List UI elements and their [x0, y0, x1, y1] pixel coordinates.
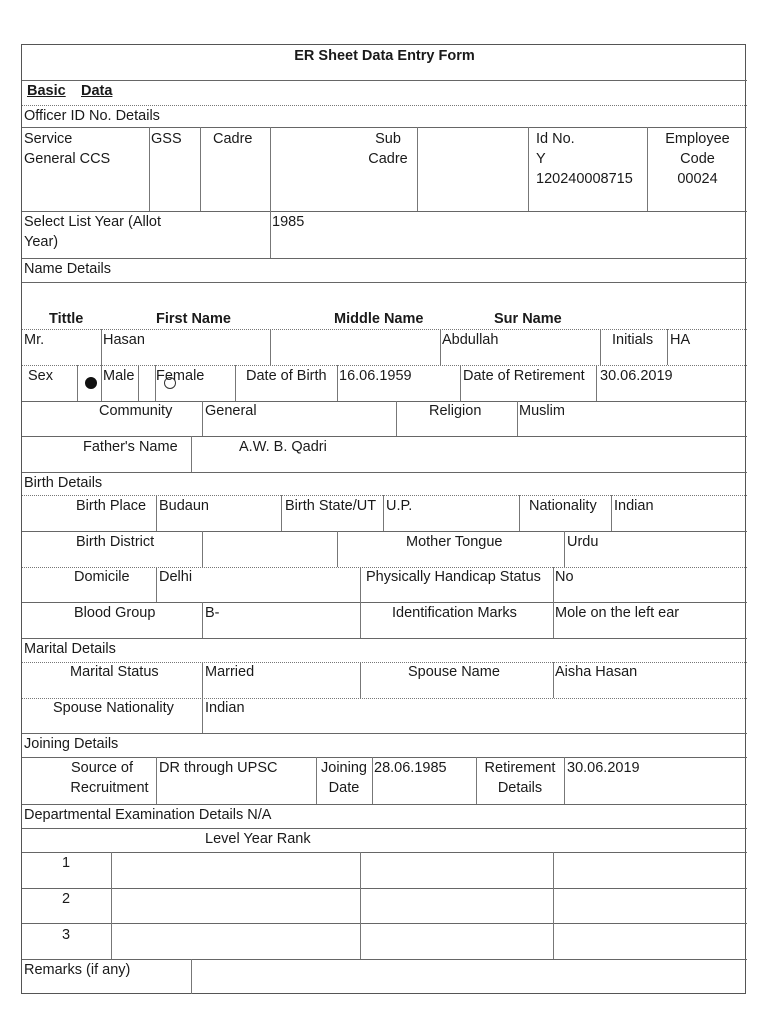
- rule: [553, 602, 554, 638]
- cadre-label: Cadre: [213, 131, 253, 147]
- retirement-label: Details: [497, 780, 543, 796]
- father-name-value: A.W. B. Qadri: [239, 439, 327, 455]
- rule: [270, 329, 271, 365]
- sub-cadre-label: Sub: [375, 131, 401, 147]
- rule: [22, 258, 747, 259]
- exam-row-number: 2: [62, 891, 71, 907]
- rule: [22, 828, 747, 829]
- nationality-value: Indian: [614, 498, 654, 514]
- rule: [360, 567, 361, 602]
- rule: [101, 329, 102, 365]
- service-label: Service: [24, 131, 73, 147]
- source-recruitment-value: DR through UPSC: [159, 760, 278, 776]
- mother-tongue-label: Mother Tongue: [406, 534, 503, 550]
- source-recruitment-label: Source of: [70, 760, 134, 776]
- employee-code-label: Code: [680, 151, 715, 167]
- identification-marks-value: Mole on the left ear: [555, 605, 680, 621]
- id-value: 120240008715: [536, 171, 633, 187]
- rule: [667, 329, 668, 365]
- marital-status-value: Married: [205, 664, 255, 680]
- rule: [200, 127, 201, 211]
- rule: [202, 662, 203, 698]
- rule: [360, 852, 361, 959]
- rule: [440, 329, 441, 365]
- rule: [460, 365, 461, 401]
- rule: [553, 662, 554, 698]
- rule: [396, 401, 397, 436]
- birth-district-label: Birth District: [76, 534, 155, 550]
- employee-code-value: 00024: [677, 171, 718, 187]
- sur-name-value: Abdullah: [442, 332, 499, 348]
- basic-heading-word: Basic: [27, 83, 66, 99]
- first-name-header: First Name: [156, 311, 231, 327]
- exam-row-number: 1: [62, 855, 71, 871]
- religion-value: Muslim: [519, 403, 565, 419]
- birth-place-value: Budaun: [159, 498, 209, 514]
- joining-date-label: Joining: [321, 760, 367, 776]
- rule: [202, 401, 203, 436]
- select-list-value: 1985: [272, 214, 305, 230]
- male-radio[interactable]: [85, 377, 97, 389]
- spouse-nationality-value: Indian: [205, 700, 245, 716]
- blood-group-value: B-: [205, 605, 220, 621]
- blood-group-label: Blood Group: [74, 605, 156, 621]
- father-name-label: Father's Name: [83, 439, 178, 455]
- rule: [553, 567, 554, 602]
- rule: [517, 401, 518, 436]
- rule: [22, 282, 747, 283]
- rule: [360, 602, 361, 638]
- service-value: General CCS: [24, 151, 111, 167]
- domicile-value: Delhi: [159, 569, 193, 585]
- title-value: Mr.: [24, 332, 45, 348]
- rule: [22, 852, 747, 853]
- rule: [191, 436, 192, 472]
- rule: [111, 852, 112, 959]
- female-label: Female: [156, 368, 205, 384]
- birth-state-label: Birth State/UT: [285, 498, 377, 514]
- exam-section: Departmental Examination Details N/A: [24, 807, 272, 823]
- rule: [191, 959, 192, 994]
- rule: [270, 127, 271, 258]
- rule: [372, 757, 373, 804]
- rule: [156, 567, 157, 602]
- rule: [22, 80, 747, 81]
- joining-section: Joining Details: [24, 736, 119, 752]
- rule: [596, 365, 597, 401]
- joining-date-value: 28.06.1985: [374, 760, 447, 776]
- community-value: General: [205, 403, 257, 419]
- rule: [519, 495, 520, 531]
- remarks-label: Remarks (if any): [24, 962, 131, 978]
- rule: [149, 127, 150, 211]
- male-label: Male: [103, 368, 135, 384]
- select-list-label: Select List Year (Allot: [24, 214, 162, 230]
- source-recruitment-label: Recruitment: [70, 780, 149, 796]
- joining-date-label: Date: [328, 780, 360, 796]
- rule: [337, 531, 338, 567]
- sex-label: Sex: [28, 368, 53, 384]
- exam-header: Level Year Rank: [205, 831, 311, 847]
- first-name-value: Hasan: [103, 332, 145, 348]
- spouse-name-label: Spouse Name: [408, 664, 500, 680]
- spouse-nationality-label: Spouse Nationality: [53, 700, 174, 716]
- birth-section: Birth Details: [24, 475, 103, 491]
- rule: [77, 365, 78, 401]
- rule: [202, 698, 203, 733]
- er-sheet-form: [21, 44, 746, 994]
- rule: [202, 531, 203, 567]
- initials-value: HA: [670, 332, 691, 348]
- rule: [22, 733, 747, 734]
- birth-state-value: U.P.: [386, 498, 413, 514]
- rule: [235, 365, 236, 401]
- id-label: Id No.: [536, 131, 575, 147]
- retirement-value: 30.06.2019: [567, 760, 640, 776]
- dob-label: Date of Birth: [246, 368, 327, 384]
- rule: [564, 531, 565, 567]
- rule: [553, 852, 554, 959]
- nationality-label: Nationality: [529, 498, 597, 514]
- rule: [22, 638, 747, 639]
- rule: [360, 662, 361, 698]
- identification-marks-label: Identification Marks: [392, 605, 517, 621]
- rule: [528, 127, 529, 211]
- rule: [156, 495, 157, 531]
- select-list-label: Year): [24, 234, 59, 250]
- rule: [383, 495, 384, 531]
- rule: [101, 365, 102, 401]
- rule: [337, 365, 338, 401]
- initials-label: Initials: [612, 332, 654, 348]
- mother-tongue-value: Urdu: [567, 534, 599, 550]
- sur-name-header: Sur Name: [494, 311, 562, 327]
- rule: [611, 495, 612, 531]
- religion-label: Religion: [429, 403, 482, 419]
- id-prefix: Y: [536, 151, 546, 167]
- rule: [22, 959, 747, 960]
- rule: [600, 329, 601, 365]
- rule: [281, 495, 282, 531]
- dor-label: Date of Retirement: [463, 368, 585, 384]
- exam-row-number: 3: [62, 927, 71, 943]
- community-label: Community: [99, 403, 173, 419]
- birth-place-label: Birth Place: [76, 498, 147, 514]
- title-header: Tittle: [49, 311, 84, 327]
- handicap-status-label: Physically Handicap Status: [366, 569, 541, 585]
- rule: [22, 923, 747, 924]
- rule: [202, 602, 203, 638]
- rule: [22, 127, 747, 128]
- sub-cadre-label: Cadre: [368, 151, 408, 167]
- data-heading-word: Data: [81, 83, 113, 99]
- marital-section: Marital Details: [24, 641, 116, 657]
- spouse-name-value: Aisha Hasan: [555, 664, 638, 680]
- middle-name-header: Middle Name: [334, 311, 424, 327]
- dob-value: 16.06.1959: [339, 368, 412, 384]
- employee-code-label: Employee: [665, 131, 730, 147]
- handicap-status-value: No: [555, 569, 574, 585]
- name-section: Name Details: [24, 261, 112, 277]
- dor-value: 30.06.2019: [600, 368, 673, 384]
- officer-id-section: Officer ID No. Details: [24, 108, 160, 124]
- form-title: ER Sheet Data Entry Form: [294, 48, 475, 64]
- rule: [138, 365, 139, 401]
- marital-status-label: Marital Status: [70, 664, 159, 680]
- domicile-label: Domicile: [74, 569, 130, 585]
- rule: [564, 757, 565, 804]
- rule: [22, 888, 747, 889]
- retirement-label: Retirement: [484, 760, 556, 776]
- gss-label: GSS: [151, 131, 182, 147]
- rule: [22, 472, 747, 473]
